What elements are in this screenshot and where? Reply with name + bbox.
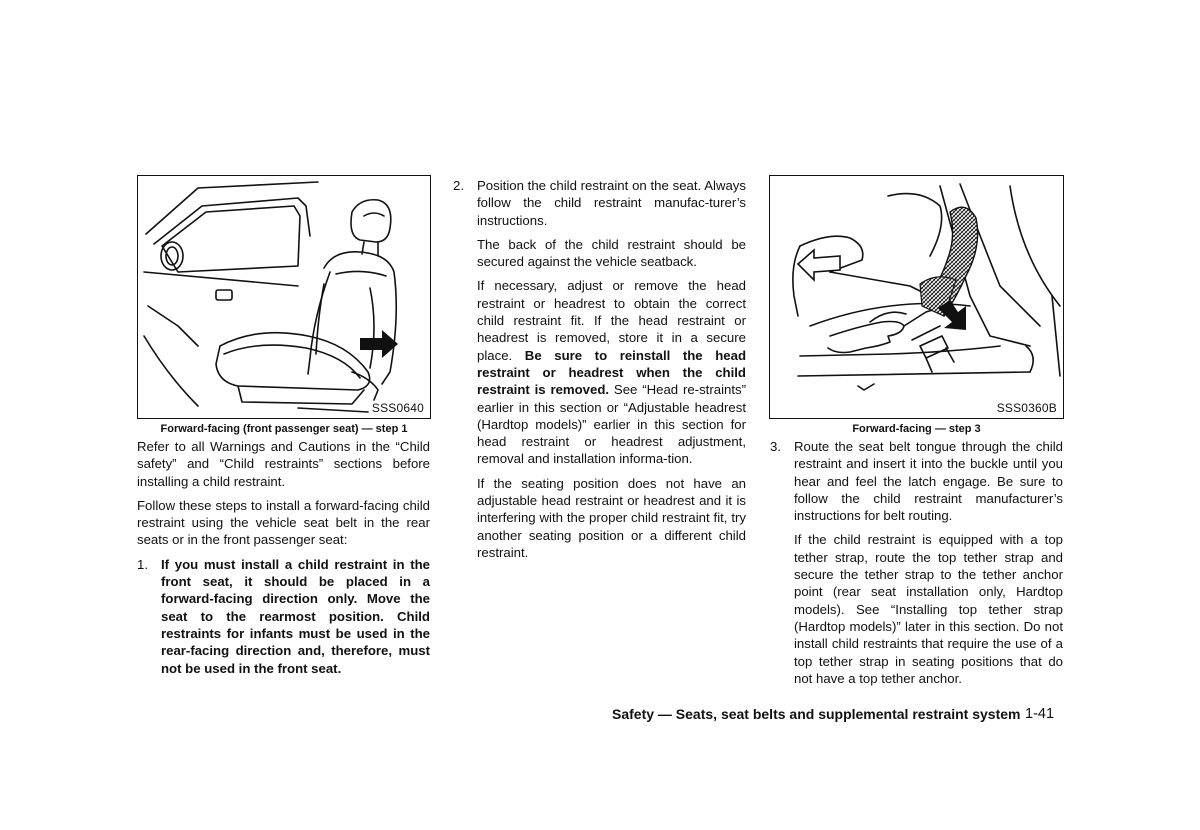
- step-2: [453, 177, 746, 568]
- figure-code: SSS0360B: [996, 401, 1057, 415]
- step-2-warning: Be sure to reinstall the head restraint or headrest when the child restraint is removed.: [477, 347, 746, 398]
- arrow-left-icon: [798, 250, 840, 280]
- figure-caption: Forward-facing (front passenger seat) — step 1: [160, 423, 408, 435]
- figure-step-3: [769, 175, 1064, 419]
- left-column: [137, 438, 430, 691]
- intro-paragraph: Refer to all Warnings and Cautions in the “Child safety” and “Child restraints” sections before installing a child restraint.: [137, 439, 430, 489]
- step-2-para-3: [477, 277, 746, 467]
- page-number: 1-41: [1025, 706, 1055, 722]
- step-2-para-2: The back of the child restraint should be secured against the vehicle seatback.: [477, 236, 746, 270]
- step-number: 2.: [453, 178, 464, 193]
- section-footer-title: Safety — Seats, seat belts and supplemental restraint system: [612, 706, 1021, 722]
- seat-illustration: [138, 176, 430, 418]
- step-2-para-3-lead: If necessary, adjust or remove the head restraint or headrest to obtain the correct child restraint fit. If the head restraint or headrest is removed, store it in a secure place.: [477, 278, 746, 363]
- belt-illustration: [770, 176, 1063, 418]
- middle-column: [453, 177, 746, 575]
- figure-code: SSS0640: [371, 401, 424, 415]
- step-2-para-3-tail: See “Head re-straints” earlier in this section or “Adjustable headrest (Hardtop models)” earlier in this section for head restraint or headrest adjustment, removal and installation informa-tion.: [477, 382, 746, 467]
- step-3-para-1: Route the seat belt tongue through the child restraint and insert it into the buckle until you hear and feel the latch engage. Be sure to follow the child restraint manufacturer’s instructions for belt routing.: [794, 439, 1063, 524]
- figure-caption: Forward-facing — step 3: [852, 423, 981, 435]
- step-3-para-2: If the child restraint is equipped with a top tether strap, route the top tether strap and secure the tether strap to the tether anchor point (rear seat installation only, Hardtop models). See “Installing top tether strap (Hardtop models)” later in this section. Do not install child restraints that require the use of a top tether strap in seating positions that do not have a top tether anchor.: [794, 532, 1063, 686]
- step-1-text: If you must install a child restraint in the front seat, it should be placed in a forward-facing direction only. Move the seat to the rearmost position. Child restraints for infants must be used in the rear-facing direction and, therefore, must not be used in the front seat.: [161, 556, 430, 676]
- step-3: [770, 438, 1063, 694]
- step-number: 1.: [137, 556, 148, 572]
- step-2-para-1: Position the child restraint on the seat. Always follow the child restraint manufac-turer’s instructions.: [477, 178, 746, 228]
- steps-intro-paragraph: Follow these steps to install a forward-facing child restraint using the vehicle seat belt in the rear seats or in the front passenger seat:: [137, 497, 430, 548]
- figure-front-passenger-seat: [137, 175, 431, 419]
- step-2-para-4: If the seating position does not have an adjustable head restraint or headrest and it is interfering with the proper child restraint fit, try another seating position or a different child restraint.: [477, 475, 746, 560]
- right-column: [770, 438, 1063, 701]
- step-number: 3.: [770, 439, 781, 454]
- step-1: [137, 556, 430, 684]
